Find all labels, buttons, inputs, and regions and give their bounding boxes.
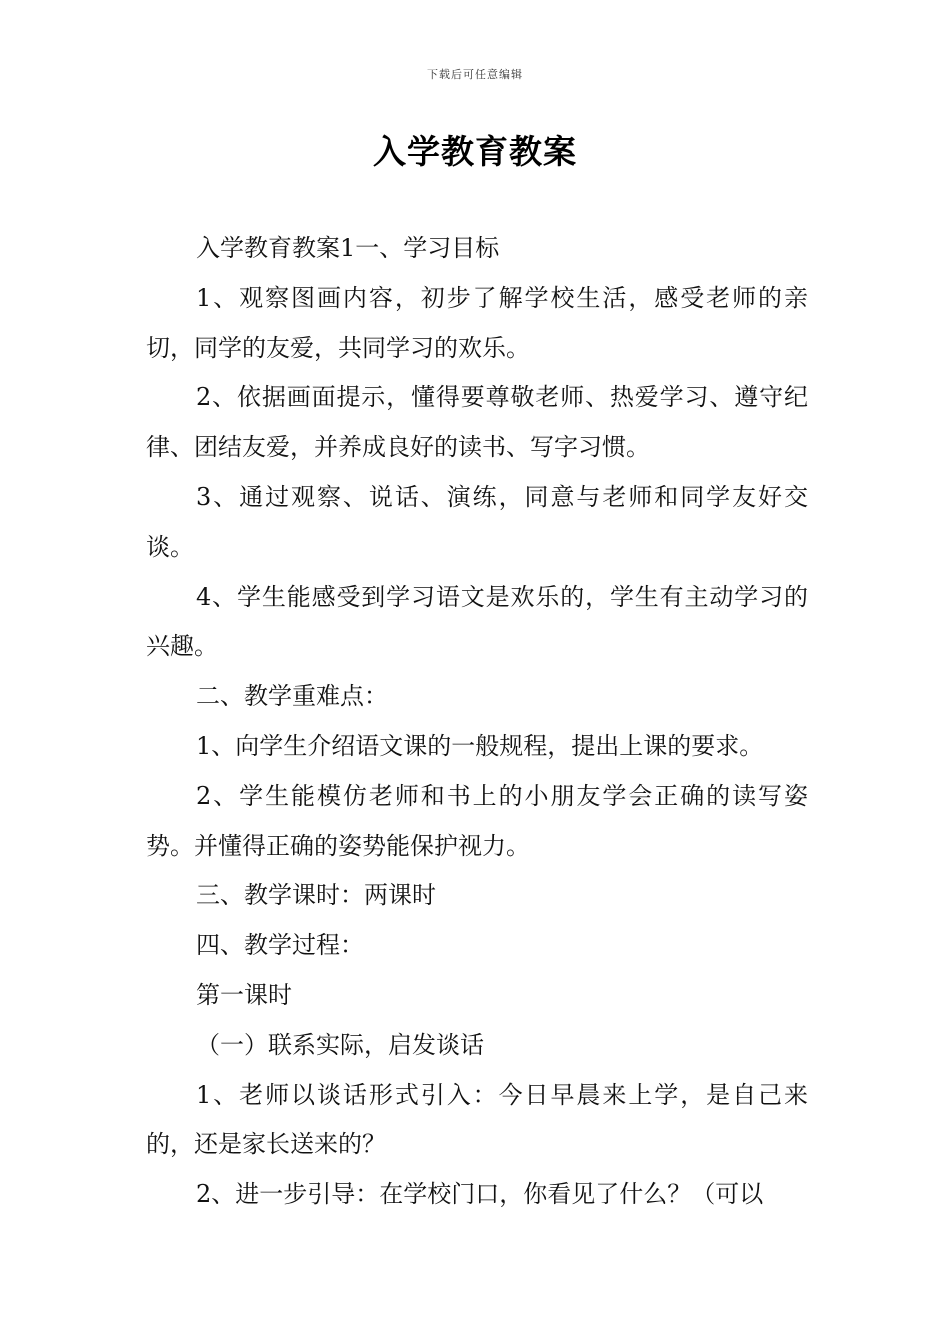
header-note: 下载后可任意编辑 (427, 68, 523, 81)
paragraph: 3、通过观察、说话、演练，同意与老师和同学友好交谈。 (146, 482, 808, 561)
paragraph: 1、观察图画内容，初步了解学校生活，感受老师的亲切，同学的友爱，共同学习的欢乐。 (146, 283, 808, 362)
section-heading: 二、教学重难点： (196, 682, 388, 711)
sub-heading: （一）联系实际，启发谈话 (196, 1030, 484, 1059)
section-heading: 三、教学课时：两课时 (196, 881, 436, 910)
paragraph: 2、进一步引导：在学校门口，你看见了什么？（可以 (196, 1180, 764, 1209)
paragraph: 2、依据画面提示，懂得要尊敬老师、热爱学习、遵守纪律、团结友爱，并养成良好的读书、写字习惯。 (146, 383, 808, 462)
paragraph: 1、向学生介绍语文课的一般规程，提出上课的要求。 (196, 731, 764, 760)
sub-heading: 第一课时 (196, 980, 292, 1009)
document-title: 入学教育教案 (373, 132, 577, 171)
paragraph: 4、学生能感受到学习语文是欢乐的，学生有主动学习的兴趣。 (146, 582, 808, 661)
paragraph: 1、老师以谈话形式引入：今日早晨来上学，是自己来的，还是家长送来的？ (146, 1080, 808, 1159)
document-body (146, 224, 808, 1220)
paragraph: 入学教育教案1一、学习目标 (196, 234, 500, 262)
paragraph: 2、学生能模仿老师和书上的小朋友学会正确的读写姿势。并懂得正确的姿势能保护视力。 (146, 781, 808, 860)
section-heading: 四、教学过程： (196, 931, 364, 960)
